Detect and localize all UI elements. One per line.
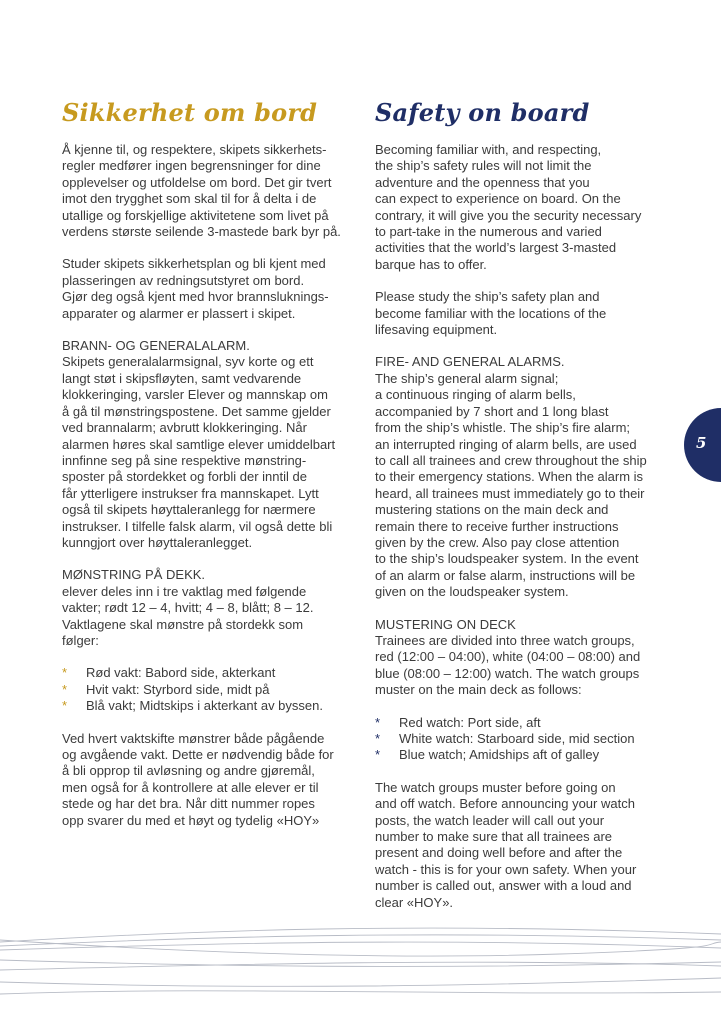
english-mustering-paragraph: MUSTERING ON DECK Trainees are divided into three watch groups, red (12:00 – 04:00), white (04:00 – 08:00) and blue (08:00 – 12:00) watch. The watch groups muster on the main deck as follows:	[375, 616, 641, 698]
star-bullet-icon: *	[62, 698, 68, 714]
list-item	[375, 731, 665, 747]
norwegian-safety-plan-paragraph: Studer skipets sikkerhetsplan og bli kjent med plasseringen av redningsutstyret om bord. Gjør deg også kjent med hvor brannsluknings- apparater og alarmer er plassert i skipet.	[62, 256, 329, 321]
star-bullet-icon: *	[62, 665, 68, 681]
list-item-text: Rød vakt: Babord side, akterkant	[86, 665, 276, 681]
list-item-text: Hvit vakt: Styrbord side, midt på	[86, 681, 270, 697]
star-bullet-icon: *	[375, 731, 381, 746]
star-bullet-icon: *	[62, 681, 68, 697]
english-heading: Safety on board	[375, 98, 590, 127]
star-bullet-icon: *	[375, 714, 381, 730]
list-item-text: Blue watch; Amidships aft of galley	[399, 747, 600, 763]
norwegian-heading: Sikkerhet om bord	[62, 98, 318, 127]
english-safety-plan-paragraph: Please study the ship’s safety plan and become familiar with the locations of the lifesaving equipment.	[375, 289, 607, 338]
page-number-tab	[684, 408, 721, 482]
list-item	[375, 747, 665, 763]
norwegian-column	[62, 96, 360, 845]
list-item	[62, 682, 360, 698]
english-column	[375, 96, 665, 927]
norwegian-intro-paragraph: Å kjenne til, og respektere, skipets sikkerhets- regler medfører ingen begrensninger for dine opplevelser og utfoldelse om bord. Det gir tvert imot den trygghet som skal til for å delta i de utallige og forskjellige aktivitetene som livet på verdens største seilende 3-mastede bark byr på.	[62, 142, 341, 240]
star-bullet-icon: *	[375, 747, 381, 763]
list-item-text: Blå vakt; Midtskips i akterkant av byssen.	[86, 698, 323, 714]
page-number: 5	[696, 434, 707, 452]
list-item	[62, 698, 360, 714]
norwegian-mustering-paragraph: MØNSTRING PÅ DEKK. elever deles inn i tre vaktlag med følgende vakter; rødt 12 – 4, hvitt; 4 – 8, blått; 8 – 12. Vaktlagene skal mønstre på stordekk som følger:	[62, 567, 314, 648]
list-item-text: Red watch: Port side, aft	[399, 714, 541, 730]
norwegian-watch-change-paragraph: Ved hvert vaktskifte mønstrer både pågående og avgående vakt. Dette er nødvendig både for å bli opprop til avløsning og andre gjøremål, men også for å kontrollere at alle elever er til stede og har det bra. Når ditt nummer ropes opp svarer du med et høyt og tydelig «HOY»	[62, 730, 334, 828]
list-item	[375, 715, 665, 731]
english-watch-change-paragraph: The watch groups muster before going on and off watch. Before announcing your watch posts, the watch leader will call out your number to make sure that all trainees are present and doing well before and after the watch - this is for your own safety. When your number is called out, answer with a loud and clear «HOY».	[375, 779, 637, 910]
english-alarm-paragraph: FIRE- AND GENERAL ALARMS. The ship’s general alarm signal; a continuous ringing of alarm bells, accompanied by 7 short and 1 long blast from the ship’s whistle. The ship’s fire alarm; an interrupted ringing of alarm bells, are used to call all trainees and crew throughout the ship to their emergency stations. When the alarm is heard, all trainees must immediately go to their mustering stations on the main deck and remain there to receive further instructions given by the crew. Also pay close attention to the ship’s loudspeaker system. In the event of an alarm or false alarm, instructions will be given on the loudspeaker system.	[375, 354, 647, 600]
list-item-text: White watch: Starboard side, mid section	[399, 731, 635, 746]
english-watch-list	[375, 715, 665, 764]
decorative-wave-lines	[0, 900, 721, 1023]
norwegian-watch-list	[62, 665, 360, 714]
list-item	[62, 665, 360, 681]
norwegian-alarm-paragraph: BRANN- OG GENERALALARM. Skipets generalalarmsignal, syv korte og ett langt støt i skipsfløyten, samt vedvarende klokkeringing, varsler Elever og mannskap om å gå til mønstringspostene. Det samme gjelder ved brannalarm; avbrutt klokkeringing. Når alarmen høres skal samtlige elever umiddelbart innfinne seg på sine respektive mønstring- sposter på stordekket og forbli der inntil de får ytterligere instrukser fra mannskapet. Lytt også til skipets høyttaleranlegg for nærmere instrukser. I tilfelle falsk alarm, vil også dette bli kunngjort over høyttaleranlegget.	[62, 338, 336, 550]
english-intro-paragraph: Becoming familiar with, and respecting, the ship’s safety rules will not limit the adventure and the openness that you can expect to experience on board. On the contrary, it will give you the security necessary to part-take in the numerous and varied activities that the world’s largest 3-masted barque has to offer.	[375, 142, 642, 272]
